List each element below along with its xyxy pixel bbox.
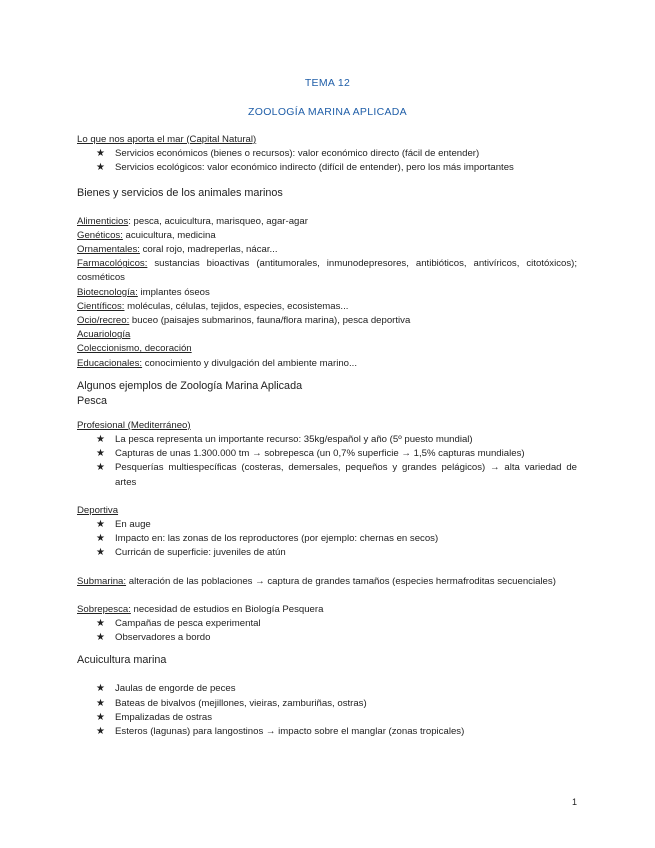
bienes-entry: Ocio/recreo: buceo (paisajes submarinos, fauna/flora marina), pesca deportiva [77, 315, 411, 327]
star-bullet-icon: ★ [96, 162, 105, 174]
capital-list [77, 147, 577, 175]
profesional-list [77, 433, 577, 490]
deportiva-list [77, 518, 577, 561]
deportiva-heading: Deportiva [77, 504, 119, 516]
capital-heading: Lo que nos aporta el mar (Capital Natural) [77, 134, 257, 145]
bienes-entry: Alimenticios: pesca, acuicultura, marisqueo, agar-agar [77, 215, 308, 227]
star-bullet-icon: ★ [96, 547, 105, 559]
list-item: ★ Observadores a bordo [77, 631, 577, 645]
document-title: TEMA 12 [304, 77, 351, 89]
pesca-heading: Pesca [77, 394, 108, 407]
list-item: ★ Impacto en: las zonas de los reproductores (por ejemplo: chernas en secos) [77, 532, 577, 546]
list-item: ★ Capturas de unas 1.300.000 tm → sobrepesca (un 0,7% superficie → 1,5% capturas mundiales) [77, 447, 577, 461]
list-item: ★ Empalizadas de ostras [77, 711, 577, 725]
acuicultura-heading: Acuicultura marina [77, 654, 167, 667]
page-number: 1 [572, 797, 578, 807]
star-bullet-icon: ★ [96, 683, 105, 695]
list-item: ★ La pesca representa un importante recurso: 35kg/español y año (5º puesto mundial) [77, 433, 577, 447]
bienes-entry: Genéticos: acuicultura, medicina [77, 229, 216, 241]
bienes-entry: Ornamentales: coral rojo, madreperlas, nácar... [77, 244, 278, 256]
list-item: ★ Esteros (lagunas) para langostinos → impacto sobre el manglar (zonas tropicales) [77, 725, 577, 739]
star-bullet-icon: ★ [96, 697, 105, 709]
star-bullet-icon: ★ [96, 618, 105, 630]
list-item: ★ Bateas de bivalvos (mejillones, vieiras, zamburiñas, ostras) [77, 697, 577, 711]
acuicultura-list [77, 682, 577, 739]
ejemplos-heading: Algunos ejemplos de Zoología Marina Aplicada [77, 379, 303, 392]
list-item: ★ Curricán de superficie: juveniles de atún [77, 546, 577, 560]
star-bullet-icon: ★ [96, 726, 105, 738]
document-subtitle: ZOOLOGÍA MARINA APLICADA [248, 106, 407, 118]
bienes-entry: Científicos: moléculas, células, tejidos, especies, ecosistemas... [77, 300, 349, 312]
bienes-entry: Coleccionismo, decoración [77, 343, 192, 355]
star-bullet-icon: ★ [96, 448, 105, 460]
bienes-entry: Acuariología [77, 329, 131, 341]
bienes-entry: Educacionales: conocimiento y divulgación del ambiente marino... [77, 357, 357, 369]
sobrepesca-paragraph: Sobrepesca: necesidad de estudios en Biología Pesquera [77, 603, 324, 615]
list-item: ★ Campañas de pesca experimental [77, 617, 577, 631]
list-item: ★ Servicios económicos (bienes o recursos): valor económico directo (fácil de entender) [77, 147, 577, 161]
bienes-entry: Biotecnología: implantes óseos [77, 286, 210, 298]
document-body [77, 133, 577, 739]
submarina-paragraph: Submarina: alteración de las poblaciones → captura de grandes tamaños (especies hermafroditas secuenciales) [77, 575, 556, 587]
star-bullet-icon: ★ [96, 148, 105, 160]
star-bullet-icon: ★ [96, 711, 105, 723]
star-bullet-icon: ★ [96, 462, 105, 474]
bienes-entry: Farmacológicos: sustancias bioactivas (antitumorales, inmunodepresores, antibióticos, antivíricos, citotóxicos); cosméticos [77, 258, 577, 284]
sobrepesca-list [77, 617, 577, 645]
list-item: ★ Pesquerías multiespecíficas (costeras, demersales, pequeños y grandes pelágicos) → alta variedad de artes [96, 462, 577, 488]
list-item: ★ Jaulas de engorde de peces [77, 682, 577, 696]
profesional-heading: Profesional (Mediterráneo) [77, 419, 191, 431]
list-item: ★ En auge [77, 518, 577, 532]
list-item: ★ Servicios ecológicos: valor económico indirecto (difícil de entender), pero los más importantes [77, 161, 577, 175]
star-bullet-icon: ★ [96, 632, 105, 644]
bienes-list [77, 215, 577, 371]
bienes-heading: Bienes y servicios de los animales marinos [77, 186, 283, 199]
star-bullet-icon: ★ [96, 533, 105, 545]
star-bullet-icon: ★ [96, 519, 105, 531]
star-bullet-icon: ★ [96, 434, 105, 446]
